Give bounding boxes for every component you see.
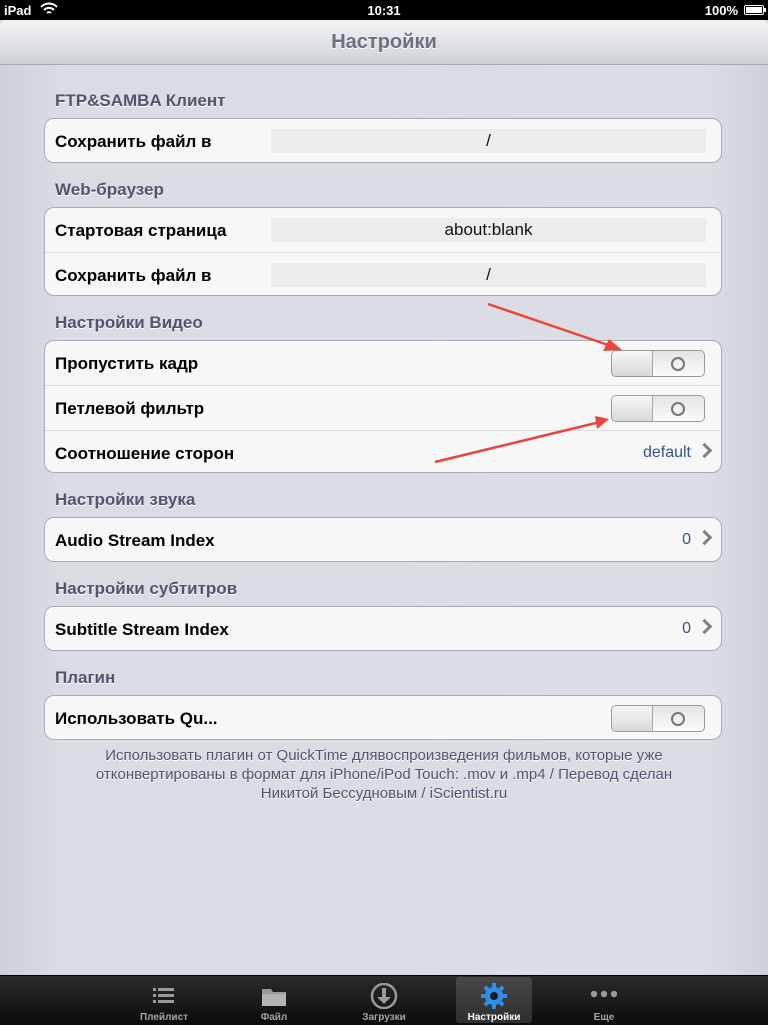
- row-subtitle-stream[interactable]: [45, 607, 721, 651]
- tab-playlist[interactable]: [126, 977, 202, 1023]
- navigation-bar: [0, 20, 768, 65]
- tab-bar: [0, 975, 768, 1025]
- list-icon: [126, 983, 202, 1009]
- annotation-arrows: [0, 65, 768, 565]
- audio-stream-value: 0: [682, 531, 691, 548]
- arrow-to-skip-frame: [488, 304, 622, 351]
- tab-label: Плейлист: [139, 1012, 189, 1023]
- section-header-audio: Настройки звука: [55, 490, 196, 509]
- status-bar: [0, 0, 768, 20]
- row-use-quicktime: [45, 696, 721, 740]
- group-plugin: [44, 695, 722, 740]
- ftp-save-path-field[interactable]: /: [271, 129, 706, 153]
- use-quicktime-label: Использовать Qu...: [55, 709, 218, 728]
- subtitle-stream-label: Subtitle Stream Index: [55, 620, 229, 639]
- more-icon: [566, 983, 642, 1009]
- start-page-field[interactable]: about:blank: [271, 218, 706, 242]
- page-title: Настройки: [331, 31, 437, 53]
- web-save-path-label: Сохранить файл в: [55, 266, 212, 285]
- section-header-subtitles: Настройки субтитров: [55, 579, 238, 598]
- section-header-plugin: Плагин: [55, 668, 116, 687]
- download-icon: [346, 983, 422, 1009]
- chevron-right-icon: [697, 619, 713, 635]
- tab-more[interactable]: [566, 977, 642, 1023]
- skip-frame-label: Пропустить кадр: [55, 354, 199, 373]
- tab-settings[interactable]: [456, 977, 532, 1023]
- tab-file[interactable]: [236, 977, 312, 1023]
- section-header-ftp: FTP&SAMBA Клиент: [55, 91, 226, 110]
- tab-downloads[interactable]: [346, 977, 422, 1023]
- settings-content[interactable]: [0, 65, 768, 975]
- battery-icon: [744, 5, 764, 15]
- section-header-video: Настройки Видео: [55, 313, 203, 332]
- folder-icon: [236, 983, 312, 1009]
- status-time: 10:31: [367, 3, 401, 18]
- switch-off-icon: [671, 712, 685, 726]
- web-save-path-field[interactable]: /: [271, 263, 706, 287]
- audio-stream-label: Audio Stream Index: [55, 531, 215, 550]
- tab-label: Еще: [593, 1012, 615, 1023]
- subtitle-stream-value: 0: [682, 620, 691, 637]
- aspect-ratio-label: Соотношение сторон: [55, 444, 235, 463]
- loop-filter-label: Петлевой фильтр: [55, 399, 205, 418]
- section-header-web: Web-браузер: [55, 180, 164, 199]
- plugin-description: Использовать плагин от QuickTime длявоспроизведения фильмов, которые уже отконвертированы в формат для iPhone/iPod Touch: .mov и .mp4 / Перевод сделан Никитой Бессудновым / iScientist.ru: [95, 747, 673, 802]
- use-quicktime-switch[interactable]: [611, 705, 705, 732]
- start-page-label: Стартовая страница: [55, 221, 227, 240]
- tab-label: Загрузки: [362, 1012, 406, 1023]
- battery-percent: 100%: [704, 3, 738, 18]
- gear-icon: [456, 983, 532, 1009]
- tab-label: Файл: [260, 1012, 288, 1023]
- ftp-save-path-label: Сохранить файл в: [55, 132, 212, 151]
- aspect-ratio-value: default: [642, 444, 691, 461]
- tab-label: Настройки: [467, 1012, 521, 1023]
- group-subtitles: [44, 606, 722, 651]
- carrier-label: iPad: [4, 3, 32, 18]
- switch-knob: [612, 706, 653, 731]
- arrow-to-loop-filter: [435, 416, 609, 462]
